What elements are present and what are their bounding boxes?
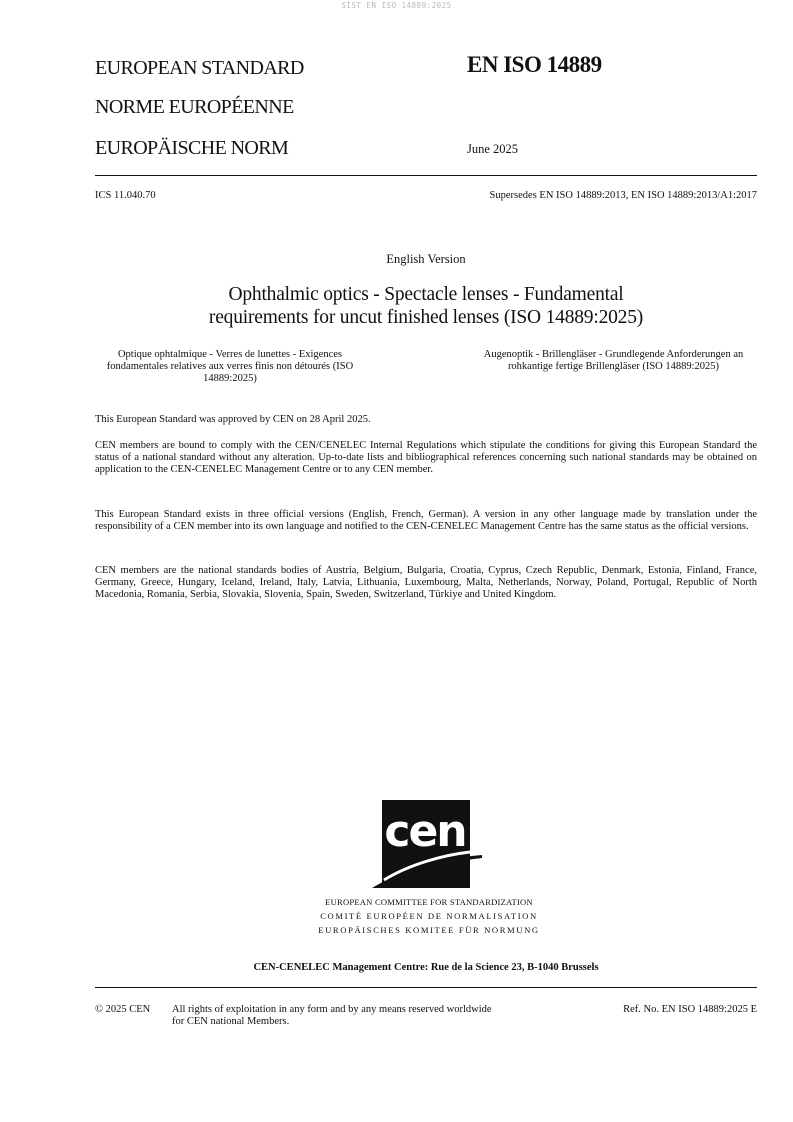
standard-name-fr: NORME EUROPÉENNE [95,96,294,118]
document-title [95,283,757,329]
management-centre-address: CEN-CENELEC Management Centre: Rue de la Science 23, B-1040 Brussels [253,962,599,973]
rights-notice: All rights of exploitation in any form and by any means reserved worldwide for CEN national Members. [172,1004,492,1027]
supersedes-note: Supersedes EN ISO 14889:2013, EN ISO 14889:2013/A1:2017 [489,190,757,201]
title-line-2: requirements for uncut finished lenses (ISO 14889:2025) [208,307,644,328]
members-paragraph: CEN members are the national standards bodies of Austria, Belgium, Bulgaria, Croatia, Cyprus, Czech Republic, Denmark, Estonia, Finland, France, Germany, Greece, Hungary, Iceland, Ireland, Italy, Latvia, Lithuania, Luxembourg, Malta, Netherlands, Norway, Poland, Portugal, Republic of North Macedonia, Romania, Serbia, Slovakia, Slovenia, Spain, Sweden, Switzerland, Türkiye and United Kingdom. [95,565,757,600]
title-line-1: Ophthalmic optics - Spectacle lenses - Fundamental [228,284,624,305]
approval-paragraph: This European Standard was approved by CEN on 28 April 2025. [95,414,371,425]
reference-number: Ref. No. EN ISO 14889:2025 E [623,1004,757,1015]
cen-logo [372,800,482,890]
cen-logo-text: cen [384,806,466,857]
version-label: English Version [386,252,466,266]
committee-name-de: EUROPÄISCHES KOMITEE FÜR NORMUNG [318,925,540,935]
header-rule [95,175,757,176]
standard-name-de: EUROPÄISCHE NORM [95,137,289,159]
compliance-paragraph: CEN members are bound to comply with the CEN/CENELEC Internal Regulations which stipulate the conditions for giving this European Standard the status of a national standard without any alteration. Up-to-date lists and bibliographical references concerning such national standards may be obtained on application to the CEN-CENELEC Management Centre or to any CEN member. [95,440,757,475]
committee-name-fr: COMITÉ EUROPÉEN DE NORMALISATION [320,911,538,921]
copyright-notice: © 2025 CEN [95,1004,151,1015]
committee-name-en: EUROPEAN COMMITTEE FOR STANDARDIZATION [325,897,533,907]
footer-rule [95,987,757,988]
watermark: SIST EN ISO 14889:2025 [341,1,452,10]
publication-date: June 2025 [467,142,519,156]
versions-paragraph: This European Standard exists in three official versions (English, French, German). A version in any other language made by translation under the responsibility of a CEN member into its own language and notified to the CEN-CENELEC Management Centre has the same status as the official versions. [95,509,757,532]
german-title: Augenoptik - Brillengläser - Grundlegende Anforderungen an rohkantige fertige Brillengläser (ISO 14889:2025) [483,349,744,372]
ics-code: ICS 11.040.70 [95,190,156,201]
standard-number: EN ISO 14889 [467,52,602,77]
french-title: Optique ophtalmique - Verres de lunettes - Exigences fondamentales relatives aux verres finis non détourés (ISO 14889:2025) [106,349,354,384]
standard-name-en: EUROPEAN STANDARD [95,57,304,79]
